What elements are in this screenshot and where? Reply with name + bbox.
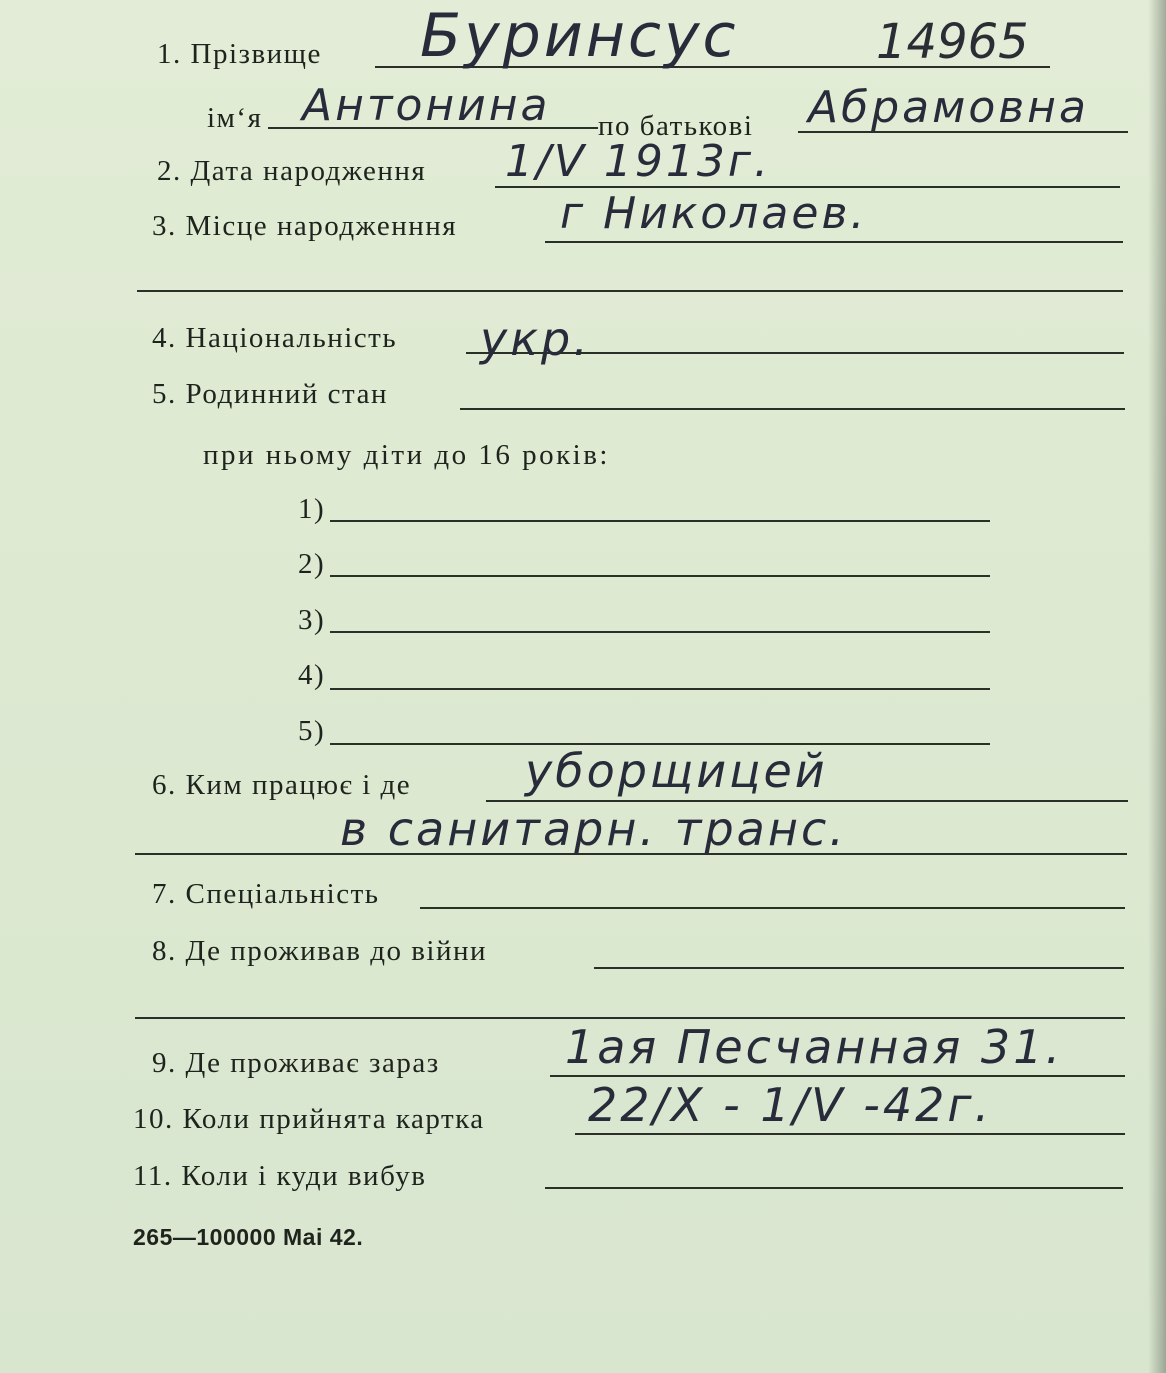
child-2-underline [330,575,990,577]
handwritten-card-number: 14965 [876,14,1029,70]
handwritten-nationality: укр. [480,312,591,366]
specialty-underline [420,907,1125,909]
child-slot-5: 5) [298,715,326,747]
prewar-residence-underline [594,967,1124,969]
child-1-underline [330,520,990,522]
handwritten-work-line2: в санитарн. транс. [340,802,847,856]
birth-place-extra-line [137,290,1123,292]
field-marital-status-label: 5. Родинний стан [152,378,388,410]
current-residence-underline [550,1075,1125,1077]
departure-underline [545,1187,1123,1189]
field-surname-label: 1. Прізвище [157,38,322,70]
birth-place-underline [545,241,1123,243]
handwritten-current-residence: 1ая Песчанная 31. [565,1020,1064,1074]
field-name-label: ім‘я [207,102,263,134]
handwritten-work-line1: уборщицей [525,744,828,798]
field-patronymic-label: по батькові [598,110,754,142]
child-4-underline [330,688,990,690]
child-3-underline [330,631,990,633]
field-departure-label: 11. Коли і куди вибув [133,1160,427,1192]
handwritten-birth-date: 1/V 1913г. [505,136,771,187]
field-card-accepted-label: 10. Коли прийнята картка [133,1103,485,1135]
field-work-label: 6. Ким працює і де [152,769,412,801]
field-nationality-label: 4. Національність [152,322,398,354]
handwritten-birth-place: г Николаев. [560,188,868,239]
child-slot-2: 2) [298,548,326,580]
handwritten-name: Антонина [302,80,551,131]
field-birth-place-label: 3. Місце народженння [152,210,458,242]
field-current-residence-label: 9. Де проживає зараз [152,1047,440,1079]
card-accepted-underline [575,1133,1125,1135]
children-heading: при ньому діти до 16 років: [203,439,610,471]
prewar-residence-extra-line [135,1017,1125,1019]
field-specialty-label: 7. Спеціальність [152,878,380,910]
page-edge-shadow [1148,0,1166,1373]
field-birth-date-label: 2. Дата народження [157,155,427,187]
field-prewar-residence-label: 8. Де проживав до війни [152,935,488,967]
marital-status-underline [460,408,1125,410]
child-slot-3: 3) [298,604,326,636]
handwritten-card-accepted: 22/X - 1/V -42г. [588,1078,993,1132]
child-slot-1: 1) [298,493,326,525]
print-code: 265—100000 Mai 42. [133,1224,364,1250]
handwritten-patronymic: Абрамовна [808,82,1089,133]
child-slot-4: 4) [298,659,326,691]
handwritten-surname: Буринсус [420,1,739,71]
